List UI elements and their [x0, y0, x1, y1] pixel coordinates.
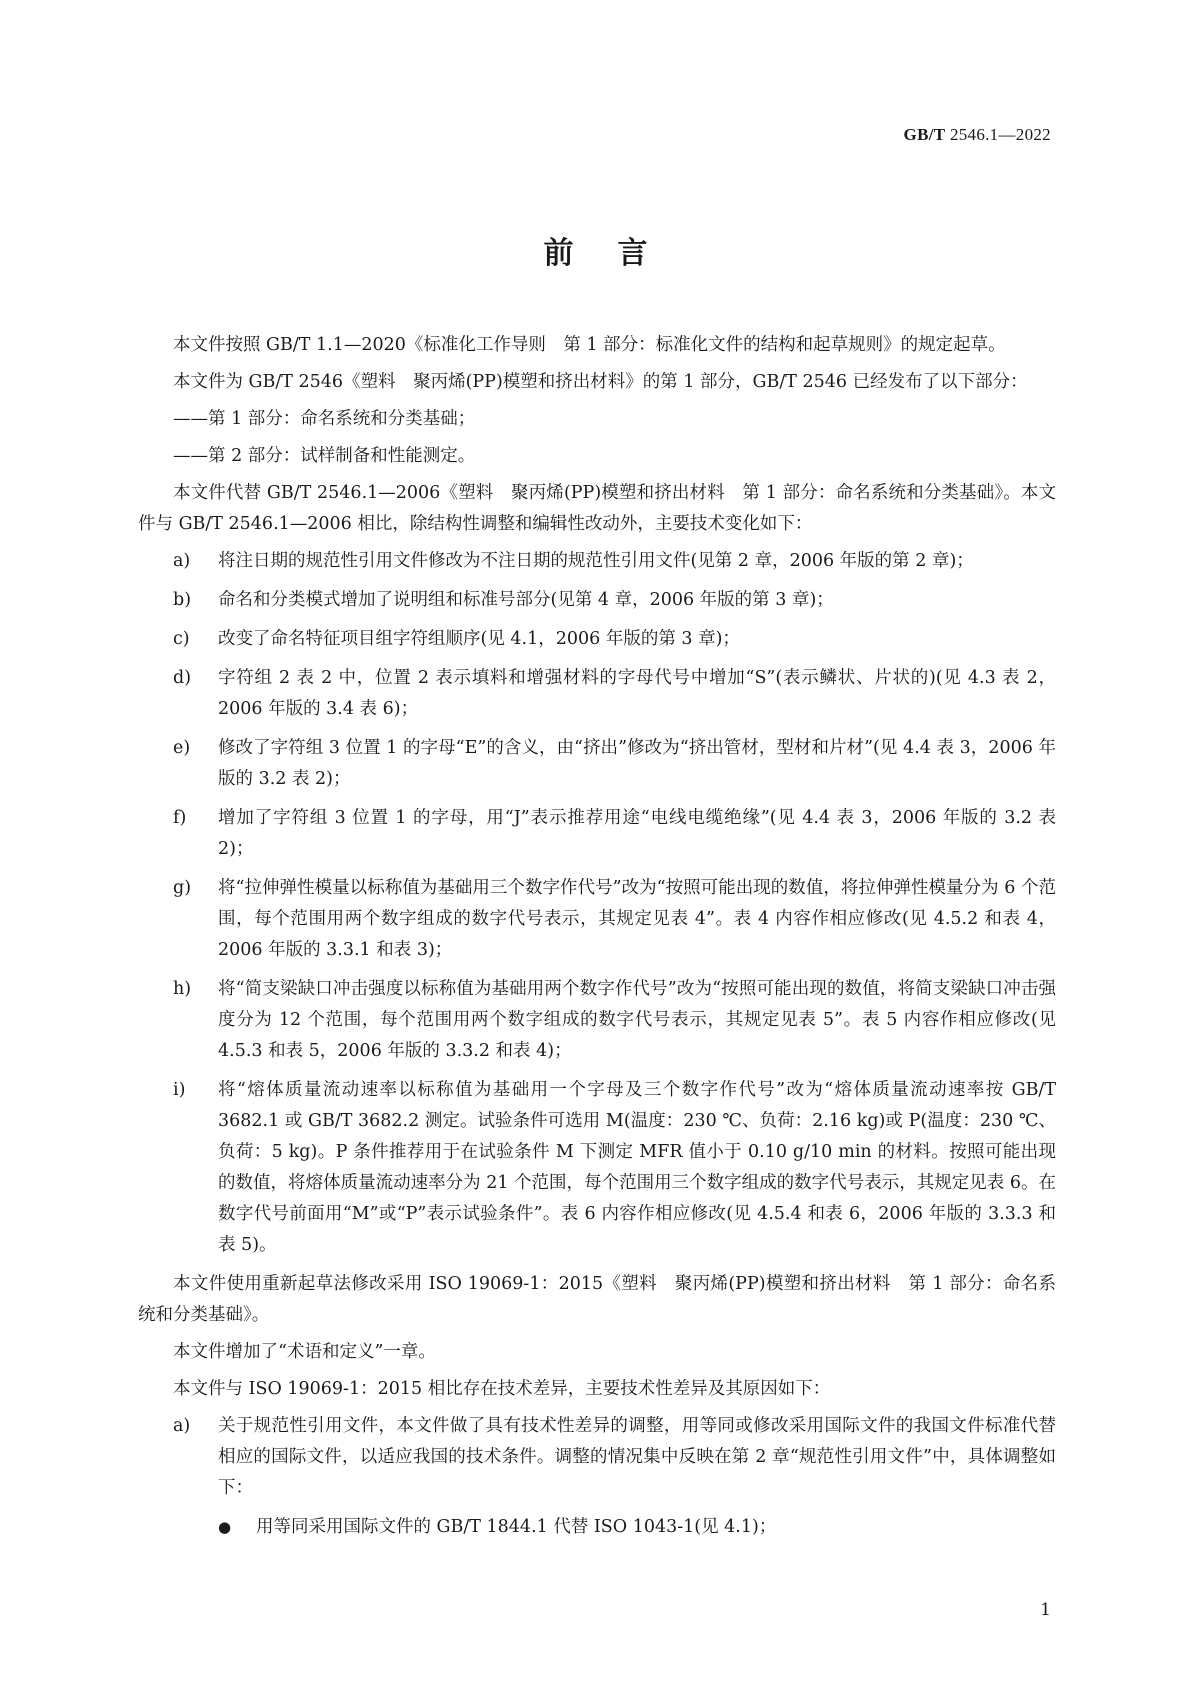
item-text: 命名和分类模式增加了说明组和标准号部分(见第 4 章，2006 年版的第 3 章)； — [218, 590, 834, 610]
page-number: 1 — [1040, 1600, 1051, 1620]
paragraph-added-chapter: 本文件增加了“术语和定义”一章。 — [173, 1342, 436, 1362]
item-text: 将“拉伸弹性模量以标称值为基础用三个数字作代号”改为“按照可能出现的数值，将拉伸弹性模量分为 6 个范围，每个范围用两个数字组成的数字代号表示，其规定见表 4”。表 4 内容作相应修改(见 4.5.2 和表 4，2006 年版的 3.3.1 和表 3)； — [218, 878, 1056, 960]
item-text: 增加了字符组 3 位置 1 的字母，用“J”表示推荐用途“电线电缆绝缘”(见 4.4 表 3，2006 年版的 3.2 表 2)； — [218, 808, 1056, 859]
change-item — [138, 663, 1056, 725]
paragraph-replacement: 本文件代替 GB/T 2546.1—2006《塑料 聚丙烯(PP)模塑和挤出材料 第 1 部分：命名系统和分类基础》。本文件与 GB/T 2546.1—2006 相比，除结构性调整和编辑性改动外，主要技术变化如下： — [138, 483, 1056, 534]
standard-code — [904, 125, 1051, 145]
dash-item-part-2: ——第 2 部分：试样制备和性能测定。 — [173, 446, 476, 466]
item-text: 将“熔体质量流动速率以标称值为基础用一个字母及三个数字作代号”改为“熔体质量流动速率按 GB/T 3682.1 或 GB/T 3682.2 测定。试验条件可选用 M(温度：230 ℃、负荷：2.16 kg)或 P(温度：230 ℃、负荷：5 kg)。P 条件推荐用于在试验条件 M 下测定 MFR 值小于 0.10 g/10 min 的材料。按照可能出现的数值，将熔体质量流动速率分为 21 个范围，每个范围用三个数字组成的数字代号表示，其规定见表 6。在数字代号前面用“M”或“P”表示试验条件”。表 6 内容作相应修改(见 4.5.4 和表 6，2006 年版的 3.3.3 和表 5)。 — [218, 1080, 1056, 1255]
item-label: d) — [173, 668, 192, 688]
bullet-text: 用等同采用国际文件的 GB/T 1844.1 代替 ISO 1043-1(见 4.1)； — [256, 1517, 777, 1537]
change-item — [138, 873, 1056, 966]
item-label: e) — [173, 738, 191, 758]
item-label: i) — [173, 1080, 186, 1100]
item-label: g) — [173, 878, 192, 898]
paragraph-drafting-basis: 本文件按照 GB/T 1.1—2020《标准化工作导则 第 1 部分：标准化文件的结构和起草规则》的规定起草。 — [173, 335, 1006, 355]
paragraph-technical-differences: 本文件与 ISO 19069-1：2015 相比存在技术差异，主要技术性差异及其原因如下： — [173, 1379, 831, 1399]
document-body — [138, 330, 1056, 1543]
paragraph-adoption: 本文件使用重新起草法修改采用 ISO 19069-1：2015《塑料 聚丙烯(PP)模塑和挤出材料 第 1 部分：命名系统和分类基础》。 — [138, 1274, 1056, 1325]
paragraph-series-info: 本文件为 GB/T 2546《塑料 聚丙烯(PP)模塑和挤出材料》的第 1 部分，GB/T 2546 已经发布了以下部分： — [173, 372, 1028, 392]
standard-code-number: 2546.1—2022 — [949, 125, 1051, 144]
item-text: 将注日期的规范性引用文件修改为不注日期的规范性引用文件(见第 2 章，2006 年版的第 2 章)； — [218, 551, 974, 571]
change-item — [138, 585, 1056, 616]
item-text: 关于规范性引用文件，本文件做了具有技术性差异的调整，用等同或修改采用国际文件的我国文件标准代替相应的国际文件，以适应我国的技术条件。调整的情况集中反映在第 2 章“规范性引用文件”中，具体调整如下： — [218, 1416, 1056, 1498]
dash-item-part-1: ——第 1 部分：命名系统和分类基础； — [173, 409, 476, 429]
standard-code-prefix: GB/T — [903, 125, 946, 144]
change-item — [138, 546, 1056, 577]
change-item — [138, 1075, 1056, 1261]
item-label: f) — [173, 808, 187, 828]
item-label: a) — [173, 551, 191, 571]
item-text: 改变了命名特征项目组字符组顺序(见 4.1，2006 年版的第 3 章)； — [218, 629, 740, 649]
item-text: 字符组 2 表 2 中，位置 2 表示填料和增强材料的字母代号中增加“S”(表示鳞状、片状的)(见 4.3 表 2，2006 年版的 3.4 表 6)； — [218, 668, 1056, 719]
page-title: 前言 — [543, 236, 692, 271]
item-label: a) — [173, 1416, 191, 1436]
change-item — [138, 733, 1056, 795]
change-item — [138, 974, 1056, 1067]
difference-item — [138, 1411, 1056, 1504]
item-label: b) — [173, 590, 192, 610]
item-label: h) — [173, 979, 192, 999]
item-text: 将“简支梁缺口冲击强度以标称值为基础用两个数字作代号”改为“按照可能出现的数值，将简支梁缺口冲击强度分为 12 个范围，每个范围用两个数字组成的数字代号表示，其规定见表 5”。表 5 内容作相应修改(见 4.5.3 和表 5，2006 年版的 3.3.2 和表 4)； — [218, 979, 1056, 1061]
bullet-dot-icon: ● — [218, 1518, 232, 1536]
item-label: c) — [173, 629, 190, 649]
change-item — [138, 624, 1056, 655]
change-item — [138, 803, 1056, 865]
bullet-item — [138, 1512, 1056, 1543]
item-text: 修改了字符组 3 位置 1 的字母“E”的含义，由“挤出”修改为“挤出管材，型材和片材”(见 4.4 表 3，2006 年版的 3.2 表 2)； — [218, 738, 1056, 789]
